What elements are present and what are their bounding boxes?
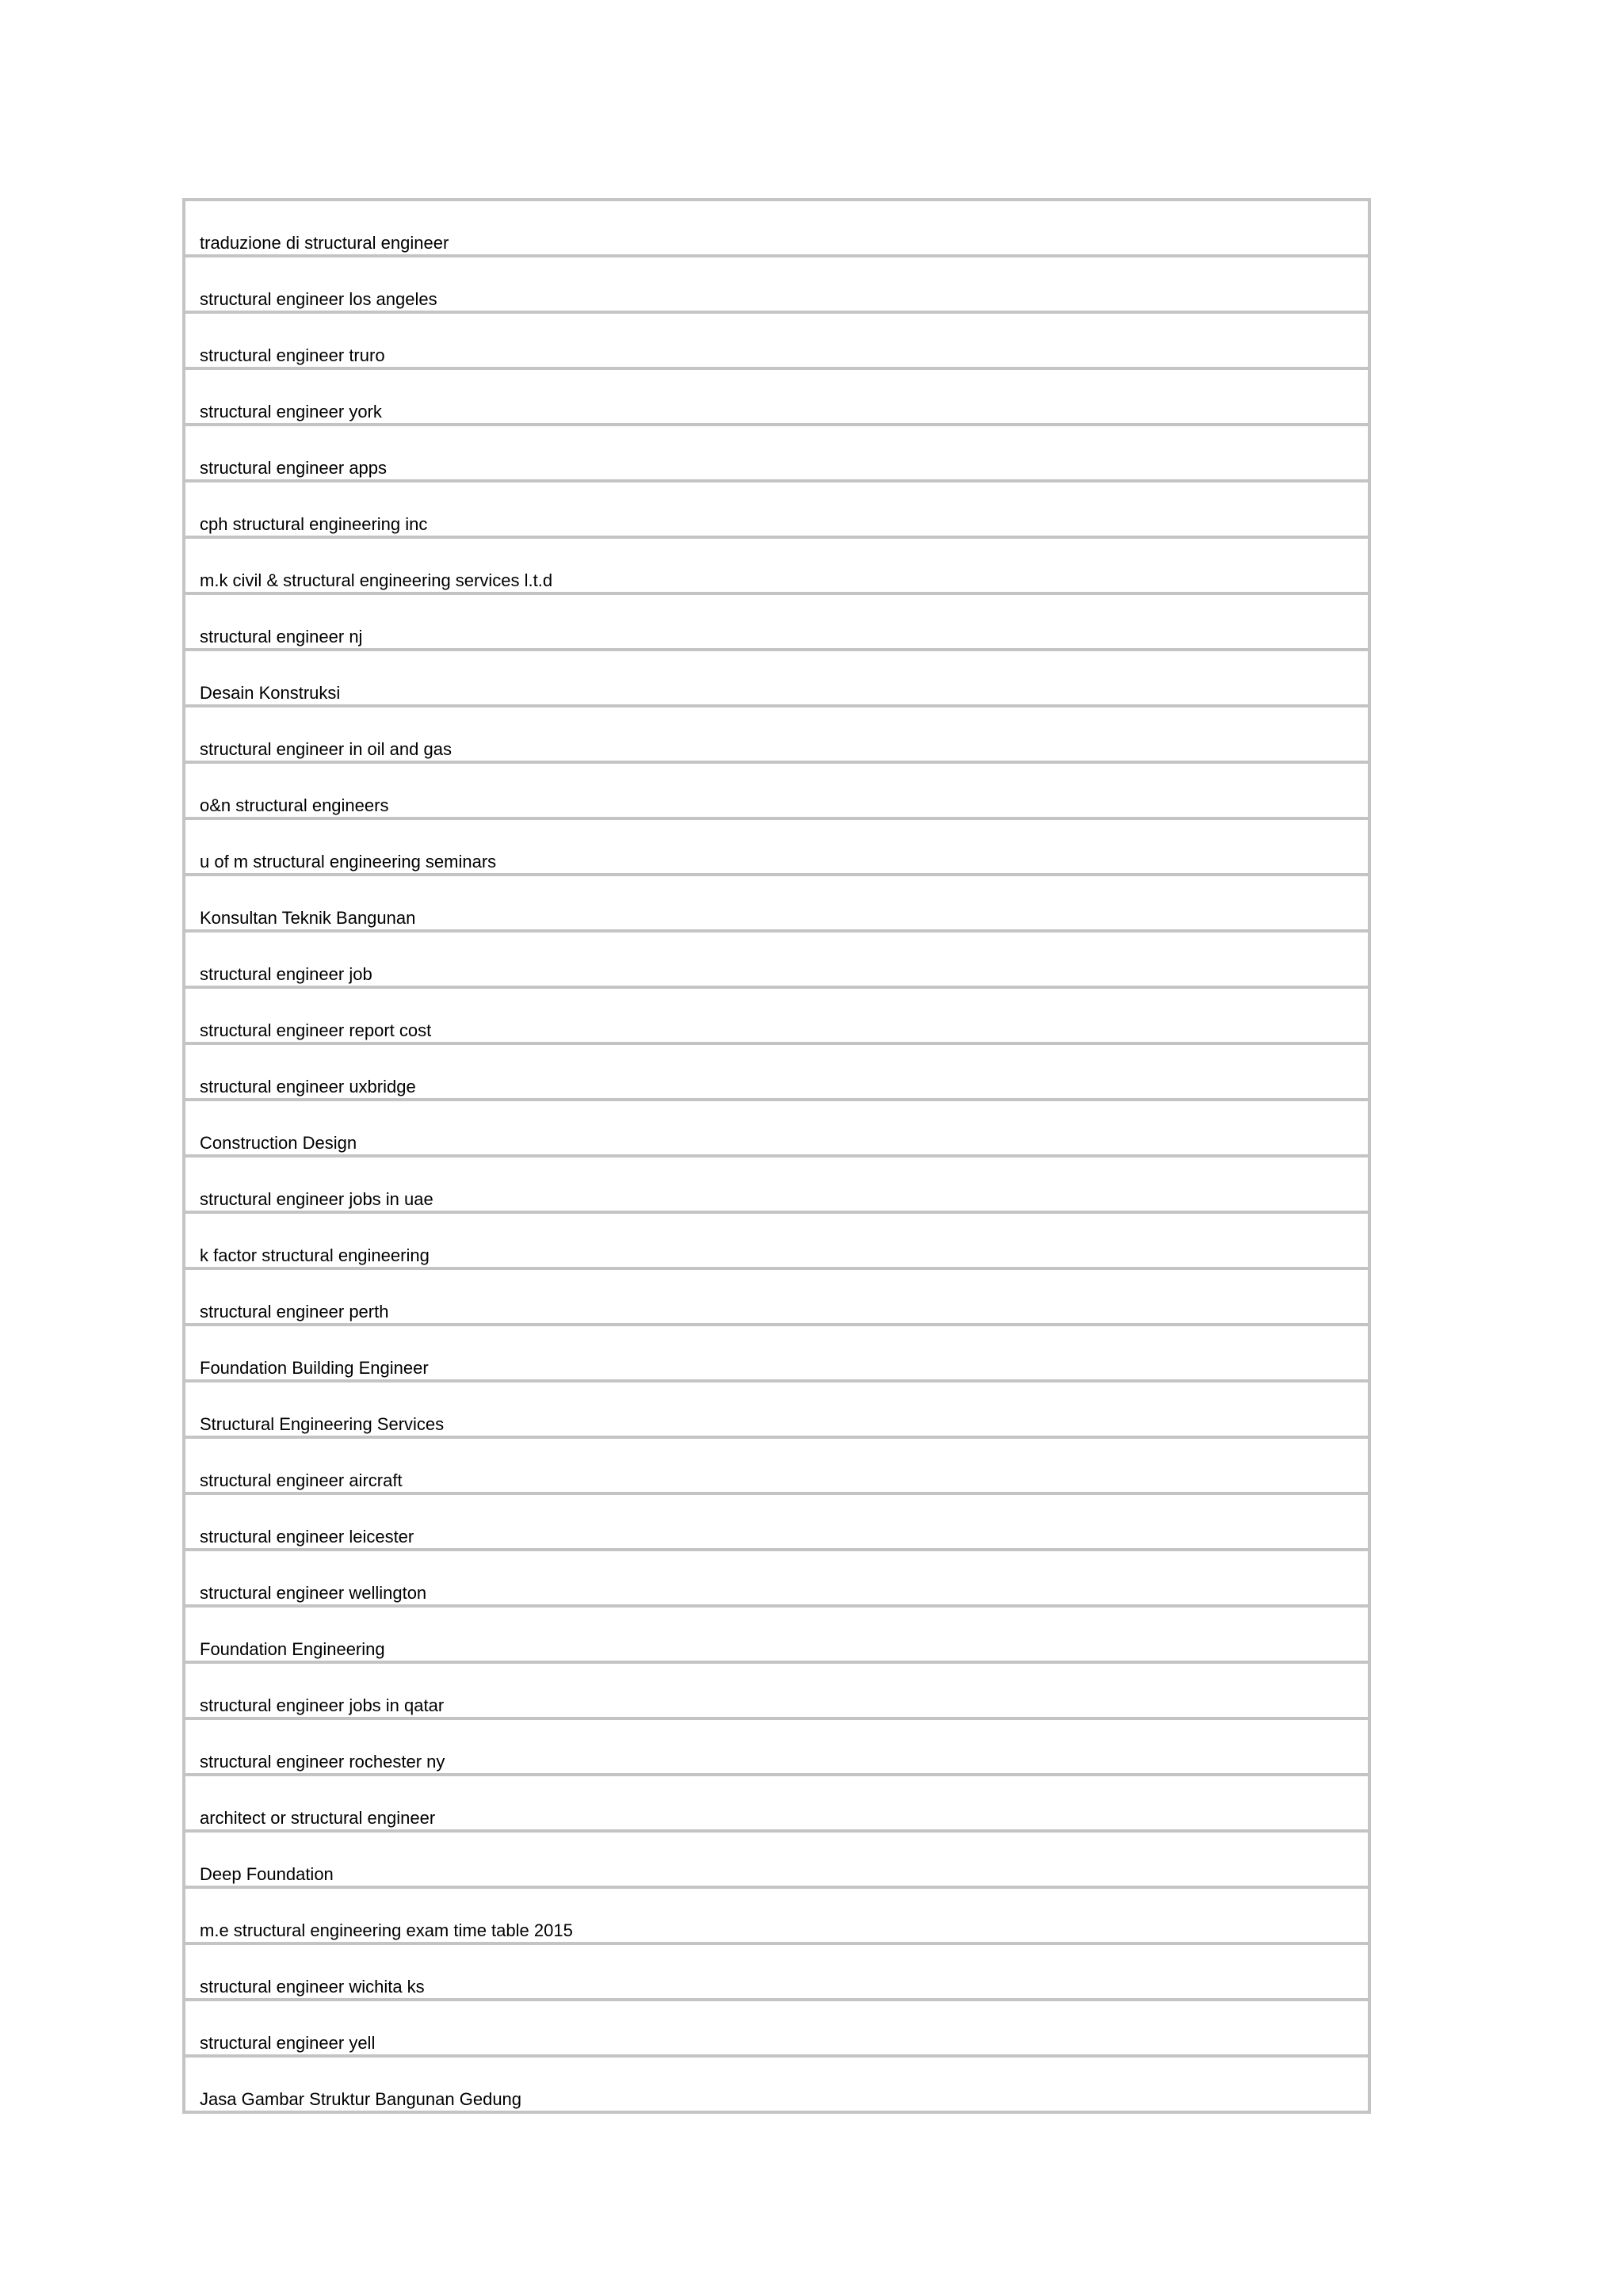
table-row	[184, 875, 1369, 931]
table-row	[184, 1887, 1369, 1943]
table-row	[184, 1212, 1369, 1268]
table-row	[184, 312, 1369, 368]
keyword-cell: structural engineer report cost	[184, 987, 1369, 1043]
keyword-cell: m.k civil & structural engineering services l.t.d	[184, 537, 1369, 593]
table-row	[184, 2056, 1369, 2112]
table-row	[184, 706, 1369, 762]
table-row	[184, 593, 1369, 650]
keyword-cell: Konsultan Teknik Bangunan	[184, 875, 1369, 931]
keyword-cell: cph structural engineering inc	[184, 481, 1369, 537]
table-row	[184, 1325, 1369, 1381]
table-row	[184, 1156, 1369, 1212]
keyword-cell: Foundation Engineering	[184, 1606, 1369, 1662]
table-row	[184, 1493, 1369, 1550]
table-row	[184, 1775, 1369, 1831]
table-row	[184, 1100, 1369, 1156]
keyword-cell: structural engineer jobs in uae	[184, 1156, 1369, 1212]
table-row	[184, 1662, 1369, 1718]
table-row	[184, 1437, 1369, 1493]
keyword-cell: Jasa Gambar Struktur Bangunan Gedung	[184, 2056, 1369, 2112]
keyword-table-body	[184, 200, 1369, 2112]
table-row	[184, 200, 1369, 256]
keyword-cell: structural engineer jobs in qatar	[184, 1662, 1369, 1718]
table-row	[184, 762, 1369, 818]
keyword-cell: structural engineer aircraft	[184, 1437, 1369, 1493]
keyword-cell: structural engineer apps	[184, 425, 1369, 481]
table-row	[184, 425, 1369, 481]
keyword-cell: architect or structural engineer	[184, 1775, 1369, 1831]
table-row	[184, 481, 1369, 537]
keyword-cell: structural engineer wichita ks	[184, 1943, 1369, 2000]
keyword-table	[182, 198, 1371, 2114]
keyword-cell: structural engineer los angeles	[184, 256, 1369, 312]
table-row	[184, 1718, 1369, 1775]
keyword-cell: structural engineer truro	[184, 312, 1369, 368]
table-row	[184, 1606, 1369, 1662]
table-row	[184, 368, 1369, 425]
table-row	[184, 537, 1369, 593]
keyword-cell: Deep Foundation	[184, 1831, 1369, 1887]
keyword-cell: k factor structural engineering	[184, 1212, 1369, 1268]
keyword-cell: structural engineer job	[184, 931, 1369, 987]
table-row	[184, 1943, 1369, 2000]
keyword-cell: structural engineer uxbridge	[184, 1043, 1369, 1100]
table-row	[184, 987, 1369, 1043]
keyword-cell: structural engineer in oil and gas	[184, 706, 1369, 762]
keyword-cell: Desain Konstruksi	[184, 650, 1369, 706]
keyword-cell: structural engineer wellington	[184, 1550, 1369, 1606]
keyword-cell: structural engineer perth	[184, 1268, 1369, 1325]
keyword-cell: structural engineer york	[184, 368, 1369, 425]
keyword-cell: structural engineer rochester ny	[184, 1718, 1369, 1775]
keyword-cell: traduzione di structural engineer	[184, 200, 1369, 256]
keyword-cell: o&n structural engineers	[184, 762, 1369, 818]
table-row	[184, 1043, 1369, 1100]
keyword-cell: structural engineer leicester	[184, 1493, 1369, 1550]
keyword-cell: structural engineer nj	[184, 593, 1369, 650]
table-row	[184, 1381, 1369, 1437]
keyword-cell: u of m structural engineering seminars	[184, 818, 1369, 875]
table-row	[184, 1550, 1369, 1606]
table-row	[184, 818, 1369, 875]
keyword-cell: structural engineer yell	[184, 2000, 1369, 2056]
keyword-cell: Construction Design	[184, 1100, 1369, 1156]
table-row	[184, 650, 1369, 706]
table-row	[184, 1268, 1369, 1325]
keyword-cell: m.e structural engineering exam time table 2015	[184, 1887, 1369, 1943]
table-row	[184, 931, 1369, 987]
keyword-cell: Foundation Building Engineer	[184, 1325, 1369, 1381]
table-row	[184, 256, 1369, 312]
table-row	[184, 2000, 1369, 2056]
keyword-cell: Structural Engineering Services	[184, 1381, 1369, 1437]
table-row	[184, 1831, 1369, 1887]
